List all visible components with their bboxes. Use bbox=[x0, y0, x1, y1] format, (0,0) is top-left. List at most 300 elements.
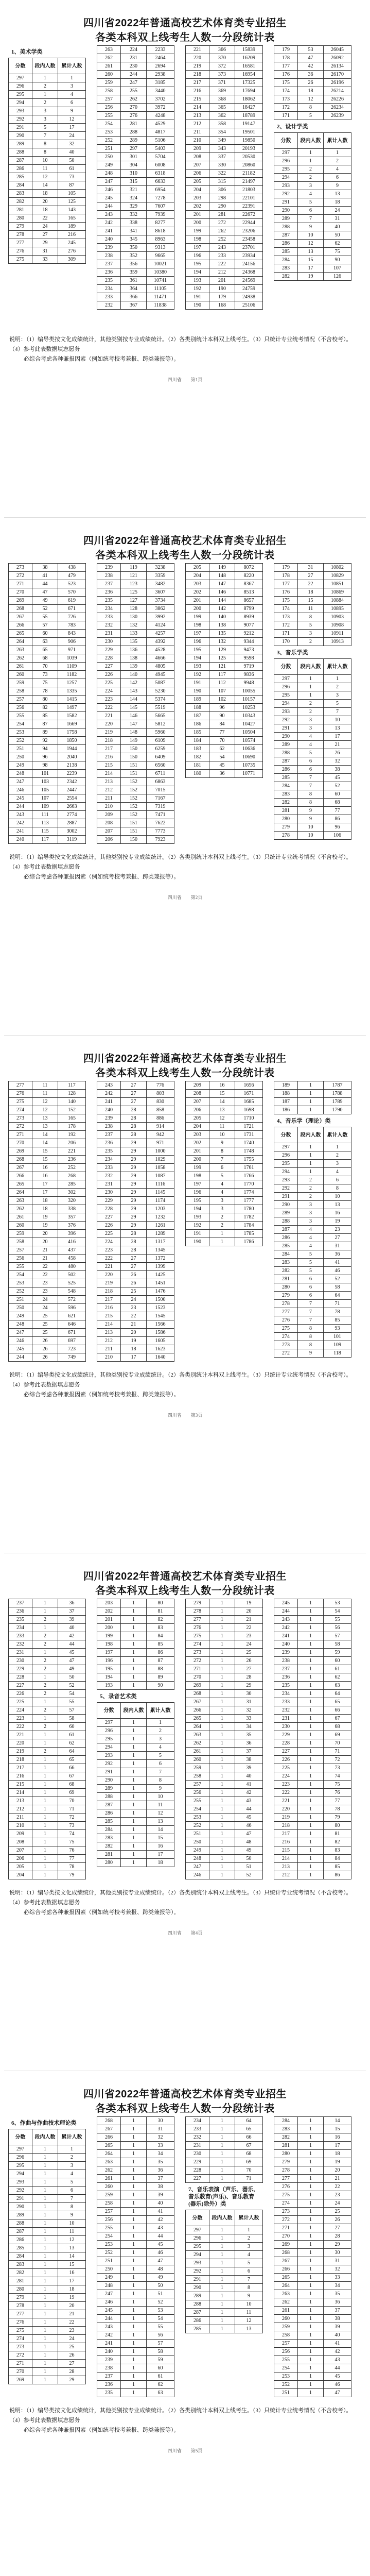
cumulative-cell: 1784 bbox=[235, 1222, 263, 1230]
count-cell: 1 bbox=[209, 2325, 235, 2333]
score-cell: 199 bbox=[97, 1632, 121, 1640]
cumulative-cell: 10 bbox=[147, 1793, 174, 1801]
table-row bbox=[9, 82, 86, 91]
table-row bbox=[186, 597, 263, 605]
table-row bbox=[274, 716, 351, 724]
score-cell: 288 bbox=[186, 2300, 209, 2309]
score-cell: 207 bbox=[186, 161, 209, 170]
count-cell: 1 bbox=[32, 1731, 58, 1739]
table-row bbox=[97, 46, 174, 54]
count-cell: 1 bbox=[298, 1698, 324, 1706]
score-cell: 180 bbox=[186, 770, 209, 778]
score-cell: 229 bbox=[97, 1197, 121, 1205]
score-cell: 199 bbox=[186, 1164, 209, 1172]
cumulative-cell: 19501 bbox=[235, 128, 263, 137]
score-cell: 254 bbox=[9, 1271, 32, 1279]
cumulative-cell: 502 bbox=[58, 1271, 86, 1279]
cumulative-cell: 105 bbox=[58, 190, 86, 198]
count-cell: 27 bbox=[32, 231, 58, 239]
count-cell: 1 bbox=[298, 2331, 324, 2340]
table-row bbox=[97, 244, 174, 252]
cumulative-cell: 19850 bbox=[235, 137, 263, 145]
title-line-1: 四川省2022年普通高校艺术体育类专业招生 bbox=[83, 2089, 287, 2100]
score-cell: 258 bbox=[9, 1238, 32, 1246]
cumulative-cell: 3002 bbox=[58, 827, 86, 836]
cumulative-cell: 1731 bbox=[235, 1131, 263, 1139]
table-row bbox=[186, 128, 263, 137]
count-cell: 9 bbox=[298, 1349, 324, 1358]
cumulative-cell: 51 bbox=[235, 1863, 263, 1871]
score-table bbox=[274, 563, 351, 646]
table-row bbox=[186, 1698, 263, 1706]
cumulative-cell: 16 bbox=[58, 2269, 86, 2277]
table-row bbox=[9, 1172, 86, 1180]
count-cell: 230 bbox=[121, 62, 147, 71]
score-cell: 278 bbox=[274, 1300, 298, 1308]
score-cell: 289 bbox=[274, 215, 298, 223]
cumulative-cell: 60 bbox=[147, 2364, 174, 2372]
count-cell: 1 bbox=[209, 1814, 235, 1822]
cumulative-cell: 17 bbox=[58, 124, 86, 132]
count-cell: 1 bbox=[32, 2162, 58, 2170]
table-row bbox=[97, 1760, 174, 1768]
table-row bbox=[186, 613, 263, 621]
score-cell: 249 bbox=[97, 161, 121, 170]
cumulative-cell: 24759 bbox=[235, 285, 263, 293]
score-cell: 294 bbox=[274, 700, 298, 708]
score-cell: 243 bbox=[97, 211, 121, 219]
count-cell: 7 bbox=[298, 774, 324, 782]
count-cell: 1 bbox=[209, 1781, 235, 1789]
score-cell: 287 bbox=[274, 757, 298, 766]
table-row bbox=[9, 1222, 86, 1230]
score-cell: 224 bbox=[9, 1706, 32, 1715]
score-cell: 175 bbox=[274, 597, 298, 605]
cumulative-cell: 46 bbox=[324, 1267, 351, 1275]
table-row bbox=[186, 54, 263, 62]
score-cell: 233 bbox=[97, 1164, 121, 1172]
count-cell: 12 bbox=[298, 95, 324, 104]
cumulative-cell: 9473 bbox=[235, 646, 263, 654]
count-cell: 144 bbox=[121, 696, 147, 704]
table-row bbox=[274, 248, 351, 256]
score-cell: 248 bbox=[9, 770, 32, 778]
score-cell: 230 bbox=[186, 2150, 209, 2158]
table-row bbox=[97, 2356, 174, 2364]
count-cell: 1 bbox=[298, 2257, 324, 2265]
score-cell: 288 bbox=[274, 749, 298, 757]
score-cell: 239 bbox=[97, 564, 121, 572]
table-row bbox=[274, 2356, 351, 2364]
score-table bbox=[8, 1599, 86, 1879]
score-cell: 286 bbox=[9, 2236, 32, 2244]
score-cell: 260 bbox=[274, 2315, 298, 2323]
count-cell: 129 bbox=[209, 646, 235, 654]
cumulative-cell: 276 bbox=[58, 247, 86, 256]
cumulative-cell: 24 bbox=[58, 132, 86, 140]
score-cell: 250 bbox=[9, 753, 32, 761]
score-cell: 175 bbox=[274, 79, 298, 87]
count-cell: 243 bbox=[209, 244, 235, 252]
count-cell: 1 bbox=[32, 2252, 58, 2261]
score-cell: 266 bbox=[9, 1172, 32, 1180]
cumulative-cell: 942 bbox=[147, 1131, 174, 1139]
score-cell: 229 bbox=[97, 646, 121, 654]
count-cell: 7 bbox=[298, 1308, 324, 1316]
score-cell: 178 bbox=[274, 54, 298, 62]
score-cell: 273 bbox=[9, 2343, 32, 2351]
cumulative-cell: 1058 bbox=[147, 1164, 174, 1172]
count-cell: 70 bbox=[32, 663, 58, 671]
count-cell: 1 bbox=[32, 1822, 58, 1830]
count-cell: 310 bbox=[121, 170, 147, 178]
score-cell: 287 bbox=[274, 1226, 298, 1234]
score-cell: 197 bbox=[186, 244, 209, 252]
score-cell: 269 bbox=[9, 1147, 32, 1156]
count-cell: 1 bbox=[298, 1863, 324, 1871]
count-cell: 1 bbox=[209, 1607, 235, 1616]
table-row bbox=[97, 153, 174, 161]
table-row bbox=[9, 1312, 86, 1320]
score-table bbox=[185, 563, 263, 778]
count-cell: 138 bbox=[121, 654, 147, 663]
count-cell: 14 bbox=[32, 1139, 58, 1147]
count-cell: 1 bbox=[121, 1607, 147, 1616]
count-cell: 7 bbox=[298, 215, 324, 223]
table-row bbox=[9, 1304, 86, 1312]
count-cell: 1 bbox=[32, 2318, 58, 2327]
score-cell: 273 bbox=[186, 1649, 209, 1657]
table-row bbox=[9, 2310, 86, 2318]
count-cell: 31 bbox=[32, 247, 58, 256]
count-cell: 135 bbox=[121, 638, 147, 646]
count-cell: 1 bbox=[32, 2261, 58, 2269]
score-cell: 228 bbox=[9, 1673, 32, 1682]
table-row bbox=[97, 145, 174, 153]
score-cell: 203 bbox=[186, 1131, 209, 1139]
table-row bbox=[186, 679, 263, 687]
score-cell: 221 bbox=[186, 46, 209, 54]
table-row bbox=[186, 120, 263, 128]
table-row bbox=[97, 1238, 174, 1246]
score-cell: 282 bbox=[274, 799, 298, 807]
cumulative-cell: 3702 bbox=[147, 95, 174, 104]
table-row bbox=[9, 1632, 86, 1640]
count-cell: 1 bbox=[298, 1781, 324, 1789]
table-row bbox=[274, 157, 351, 165]
score-cell: 231 bbox=[9, 1649, 32, 1657]
table-row bbox=[274, 1822, 351, 1830]
table-row bbox=[97, 1106, 174, 1114]
cumulative-cell: 11 bbox=[235, 2309, 263, 2317]
cumulative-cell: 1 bbox=[324, 675, 351, 683]
count-cell: 75 bbox=[32, 679, 58, 687]
score-cell: 291 bbox=[274, 724, 298, 733]
count-cell: 1 bbox=[209, 2251, 235, 2259]
table-row bbox=[274, 1599, 351, 1607]
table-column bbox=[185, 1081, 263, 1246]
count-cell: 1 bbox=[209, 1838, 235, 1846]
count-cell: 281 bbox=[209, 211, 235, 219]
table-row bbox=[186, 588, 263, 597]
table-row bbox=[97, 227, 174, 235]
count-cell: 1 bbox=[121, 2348, 147, 2356]
cumulative-cell: 11 bbox=[58, 2228, 86, 2236]
cumulative-cell: 10884 bbox=[324, 597, 351, 605]
count-cell: 1 bbox=[298, 2175, 324, 2183]
page-4 bbox=[0, 1558, 370, 2076]
table-row bbox=[97, 1665, 174, 1673]
cumulative-cell: 4 bbox=[235, 2251, 263, 2259]
count-cell: 1 bbox=[121, 2232, 147, 2241]
table-row bbox=[186, 1114, 263, 1123]
table-row bbox=[97, 2290, 174, 2298]
table-row bbox=[186, 62, 263, 71]
count-cell: 1 bbox=[209, 2133, 235, 2142]
section-heading: 1、美术学类 bbox=[11, 49, 43, 55]
table-row bbox=[274, 1863, 351, 1871]
count-cell: 4 bbox=[298, 733, 324, 741]
cumulative-cell: 34 bbox=[147, 2150, 174, 2158]
table-row bbox=[274, 2257, 351, 2265]
count-cell: 22 bbox=[32, 1263, 58, 1271]
score-cell: 269 bbox=[274, 2241, 298, 2249]
cumulative-cell: 10157 bbox=[235, 696, 263, 704]
count-cell: 345 bbox=[121, 235, 147, 244]
count-cell: 1 bbox=[121, 1842, 147, 1851]
score-cell: 260 bbox=[9, 1222, 32, 1230]
score-cell: 210 bbox=[9, 1822, 32, 1830]
score-cell: 246 bbox=[97, 2298, 121, 2307]
count-cell: 20 bbox=[32, 1230, 58, 1238]
table-row bbox=[97, 2158, 174, 2166]
cumulative-cell: 20 bbox=[58, 2302, 86, 2310]
table-row bbox=[97, 202, 174, 211]
count-cell: 1 bbox=[209, 1649, 235, 1657]
count-cell: 13 bbox=[32, 1123, 58, 1131]
cumulative-cell: 9598 bbox=[235, 654, 263, 663]
score-cell: 251 bbox=[97, 145, 121, 153]
score-cell: 190 bbox=[186, 301, 209, 310]
cumulative-cell: 26226 bbox=[324, 95, 351, 104]
table-row bbox=[274, 2323, 351, 2331]
table-row bbox=[274, 1209, 351, 1217]
table-row bbox=[9, 1599, 86, 1607]
score-cell: 230 bbox=[97, 638, 121, 646]
table-row bbox=[274, 2274, 351, 2282]
cumulative-cell: 10 bbox=[58, 2219, 86, 2228]
cumulative-cell: 245 bbox=[58, 239, 86, 247]
count-cell: 10 bbox=[298, 823, 324, 832]
table-row bbox=[97, 1768, 174, 1776]
cumulative-cell: 16 bbox=[147, 1842, 174, 1851]
table-row bbox=[97, 1320, 174, 1329]
table-row bbox=[186, 227, 263, 235]
score-cell: 265 bbox=[186, 1715, 209, 1723]
score-cell: 284 bbox=[274, 782, 298, 790]
score-cell: 272 bbox=[274, 2216, 298, 2224]
cumulative-cell: 26239 bbox=[324, 112, 351, 120]
score-cell: 297 bbox=[9, 74, 32, 82]
count-cell: 8 bbox=[298, 1341, 324, 1349]
score-cell: 252 bbox=[274, 2381, 298, 2389]
score-table bbox=[185, 2210, 263, 2333]
table-row bbox=[97, 1616, 174, 1624]
table-row bbox=[274, 605, 351, 613]
table-row bbox=[274, 823, 351, 832]
cumulative-cell: 13 bbox=[235, 2325, 263, 2333]
score-cell: 244 bbox=[97, 202, 121, 211]
count-cell: 1 bbox=[121, 2125, 147, 2133]
table-row bbox=[186, 252, 263, 260]
count-cell: 1 bbox=[32, 2302, 58, 2310]
score-cell: 271 bbox=[274, 2224, 298, 2232]
table-row bbox=[186, 663, 263, 671]
cumulative-cell: 63 bbox=[147, 2389, 174, 2397]
count-cell: 21 bbox=[32, 1255, 58, 1263]
score-cell: 277 bbox=[9, 2310, 32, 2318]
count-cell: 25 bbox=[32, 1329, 58, 1337]
count-cell: 1 bbox=[298, 1690, 324, 1698]
cumulative-cell: 21182 bbox=[235, 170, 263, 178]
score-cell: 292 bbox=[274, 1184, 298, 1193]
score-cell: 244 bbox=[97, 2315, 121, 2323]
cumulative-cell: 90 bbox=[324, 256, 351, 264]
table-row bbox=[9, 819, 86, 827]
count-cell: 60 bbox=[32, 630, 58, 638]
count-cell: 1 bbox=[32, 1739, 58, 1748]
cumulative-cell: 1 bbox=[147, 1719, 174, 1727]
score-cell: 234 bbox=[97, 285, 121, 293]
score-cell: 203 bbox=[97, 1599, 121, 1607]
score-cell: 261 bbox=[186, 1748, 209, 1756]
table-row bbox=[9, 247, 86, 256]
count-cell: 29 bbox=[32, 239, 58, 247]
table-row bbox=[97, 285, 174, 293]
score-cell: 179 bbox=[274, 564, 298, 572]
count-cell: 4 bbox=[209, 1189, 235, 1197]
score-cell: 195 bbox=[97, 1665, 121, 1673]
score-cell: 269 bbox=[9, 2376, 32, 2384]
score-cell: 198 bbox=[186, 1172, 209, 1180]
score-cell: 235 bbox=[97, 597, 121, 605]
score-cell: 218 bbox=[274, 1822, 298, 1830]
cumulative-cell: 11471 bbox=[147, 293, 174, 301]
score-cell: 194 bbox=[186, 1205, 209, 1213]
cumulative-cell: 22391 bbox=[235, 202, 263, 211]
cumulative-cell: 5 bbox=[235, 2259, 263, 2267]
score-cell: 254 bbox=[274, 2364, 298, 2372]
table-row bbox=[186, 46, 263, 54]
count-cell: 361 bbox=[121, 277, 147, 285]
count-cell: 121 bbox=[121, 572, 147, 580]
score-cell: 290 bbox=[274, 1201, 298, 1209]
cumulative-cell: 36 bbox=[147, 2166, 174, 2175]
cumulative-cell: 32 bbox=[324, 2265, 351, 2274]
cumulative-cell: 309 bbox=[58, 256, 86, 264]
count-cell: 321 bbox=[121, 186, 147, 194]
table-row bbox=[274, 572, 351, 580]
cumulative-cell: 10427 bbox=[235, 720, 263, 728]
count-cell: 1 bbox=[121, 2364, 147, 2372]
score-cell: 225 bbox=[97, 679, 121, 687]
table-row bbox=[9, 1797, 86, 1805]
score-cell: 186 bbox=[274, 1106, 298, 1114]
note-line-1: 说明：（1）编导类按文化成绩统计，其他类别按专业成绩统计。（2）各类别统计本科双上线考生。（3）只统计专业统考情况（不含校考）。（4）参考此表数据填志愿务 bbox=[9, 336, 352, 352]
score-cell: 252 bbox=[9, 1287, 32, 1296]
cumulative-cell: 23 bbox=[324, 2191, 351, 2199]
table-row bbox=[97, 1304, 174, 1312]
table-row bbox=[9, 613, 86, 621]
count-cell: 1 bbox=[121, 2216, 147, 2224]
cumulative-cell: 1174 bbox=[147, 1197, 174, 1205]
count-cell: 8 bbox=[32, 148, 58, 157]
cumulative-cell: 58 bbox=[324, 1283, 351, 1292]
score-cell: 287 bbox=[274, 231, 298, 240]
table-row bbox=[186, 2292, 263, 2300]
count-cell: 1 bbox=[32, 2285, 58, 2294]
table-row bbox=[186, 194, 263, 202]
cumulative-cell: 3238 bbox=[147, 564, 174, 572]
cumulative-cell: 6 bbox=[147, 1760, 174, 1768]
score-cell: 261 bbox=[97, 2175, 121, 2183]
score-cell: 265 bbox=[9, 630, 32, 638]
score-cell: 200 bbox=[97, 1624, 121, 1632]
count-cell: 4 bbox=[298, 1234, 324, 1242]
score-cell: 271 bbox=[186, 1665, 209, 1673]
table-row bbox=[9, 1156, 86, 1164]
cumulative-cell: 396 bbox=[58, 1230, 86, 1238]
score-cell: 184 bbox=[186, 737, 209, 745]
table-row bbox=[186, 753, 263, 761]
table-row bbox=[186, 71, 263, 79]
score-cell: 296 bbox=[274, 1151, 298, 1160]
cumulative-cell: 85 bbox=[147, 1640, 174, 1649]
cumulative-cell: 30 bbox=[235, 1690, 263, 1698]
count-cell: 21 bbox=[121, 1320, 147, 1329]
score-cell: 214 bbox=[9, 1789, 32, 1797]
cumulative-cell: 15 bbox=[324, 2125, 351, 2133]
count-cell: 224 bbox=[121, 46, 147, 54]
table-row bbox=[97, 2381, 174, 2389]
count-cell: 1 bbox=[209, 1640, 235, 1649]
cumulative-cell: 1500 bbox=[147, 1296, 174, 1304]
cumulative-cell: 34 bbox=[324, 2282, 351, 2290]
count-cell: 18 bbox=[298, 588, 324, 597]
score-cell: 214 bbox=[97, 770, 121, 778]
table-row bbox=[274, 1673, 351, 1682]
count-cell: 146 bbox=[209, 588, 235, 597]
score-cell: 242 bbox=[9, 819, 32, 827]
cumulative-cell: 302 bbox=[58, 1189, 86, 1197]
count-cell: 1 bbox=[32, 1814, 58, 1822]
cumulative-cell: 1766 bbox=[235, 1172, 263, 1180]
count-cell: 1 bbox=[298, 1789, 324, 1797]
page-divider bbox=[4, 1035, 366, 1036]
count-cell: 3 bbox=[298, 1217, 324, 1226]
cumulative-cell: 438 bbox=[58, 564, 86, 572]
cumulative-cell: 43 bbox=[324, 2356, 351, 2364]
count-cell: 2 bbox=[32, 99, 58, 107]
table-row bbox=[274, 675, 351, 683]
cumulative-cell: 107 bbox=[324, 264, 351, 273]
score-cell: 177 bbox=[274, 580, 298, 588]
score-cell: 249 bbox=[9, 1312, 32, 1320]
score-cell: 234 bbox=[186, 2117, 209, 2125]
score-cell: 275 bbox=[9, 256, 32, 264]
score-cell: 179 bbox=[274, 46, 298, 54]
table-row bbox=[186, 1090, 263, 1098]
